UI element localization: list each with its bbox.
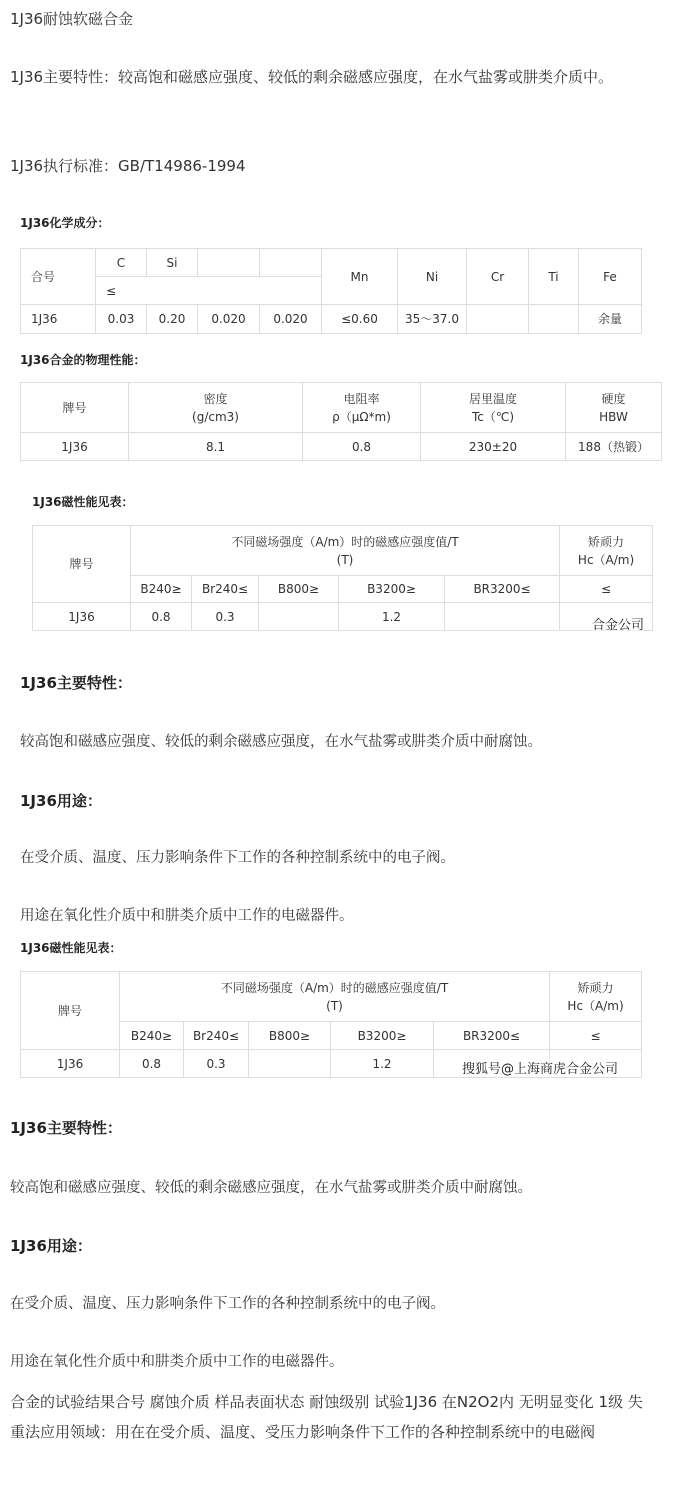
usage-text: 用途在氧化性介质中和肼类介质中工作的电磁器件。 (10, 1354, 344, 1370)
features-paragraph: 1J36主要特性：较高饱和磁感应强度、较低的剩余磁感应强度，在水气盐雾或肼类介质中。 (10, 68, 614, 86)
mag2-header-group: 不同磁场强度（A/m）时的磁感应强度值/T (T) (120, 972, 550, 1022)
phys-heading: 1J36合金的物理性能： (20, 353, 146, 367)
mag2-subheader: B240≥ (120, 1022, 184, 1050)
features-text: 较高饱和磁感应强度、较低的剩余磁感应强度，在水气盐雾或肼类介质中耐腐蚀。 (20, 734, 542, 750)
features-text: 较高饱和磁感应强度、较低的剩余磁感应强度，在水气盐雾或肼类介质中耐腐蚀。 (10, 1180, 532, 1196)
mag1-subheader: ≤ (560, 576, 653, 603)
mag1-heading: 1J36磁性能见表： (32, 495, 134, 509)
chem-cell: 0.03 (96, 305, 147, 334)
chem-table (20, 248, 642, 334)
watermark: 搜狐号@上海商虎合金公司 (462, 1058, 618, 1077)
mag2-subheader: B800≥ (249, 1022, 331, 1050)
phys-header-resistivity: 电阻率 ρ（μΩ*m) (303, 383, 421, 433)
usage-heading: 1J36用途： (10, 1237, 92, 1255)
phys-header-density: 密度 (g/cm3) (129, 383, 303, 433)
usage-text: 在受介质、温度、压力影响条件下工作的各种控制系统中的电子阀。 (20, 850, 455, 866)
watermark: 合金公司 (592, 614, 644, 633)
phys-header-grade: 牌号 (21, 383, 129, 433)
chem-cell: 0.20 (147, 305, 198, 334)
standard-paragraph: 1J36执行标准：GB/T14986-1994 (10, 157, 246, 175)
mag2-cell: 0.8 (120, 1050, 184, 1078)
mag2-header-coercivity: 矫顽力 Hc（A/m) (550, 972, 642, 1022)
phys-header-curie: 居里温度 Tc（℃) (421, 383, 566, 433)
phys-table (20, 382, 662, 461)
mag1-cell: 0.3 (192, 603, 259, 631)
features-heading: 1J36主要特性： (10, 1119, 122, 1137)
mag2-subheader: BR3200≤ (434, 1022, 550, 1050)
mag1-subheader: B3200≥ (339, 576, 445, 603)
usage-text: 在受介质、温度、压力影响条件下工作的各种控制系统中的电子阀。 (10, 1296, 445, 1312)
chem-header-ni: Ni (398, 249, 467, 305)
chem-cell: 0.020 (198, 305, 260, 334)
mag2-cell: 0.3 (184, 1050, 249, 1078)
chem-cell: 余量 (579, 305, 642, 334)
phys-cell: 8.1 (129, 433, 303, 461)
mag1-cell: 0.8 (131, 603, 192, 631)
mag1-header-group: 不同磁场强度（A/m）时的磁感应强度值/T (T) (131, 526, 560, 576)
mag1-cell: 1.2 (339, 603, 445, 631)
chem-header-blank1 (198, 249, 260, 277)
usage-heading: 1J36用途： (20, 792, 102, 810)
chem-cell (467, 305, 529, 334)
mag2-header-grade: 牌号 (21, 972, 120, 1050)
chem-header-si: Si (147, 249, 198, 277)
mag1-subheader: B800≥ (259, 576, 339, 603)
mag1-header-coercivity: 矫顽力 Hc（A/m) (560, 526, 653, 576)
doc-title: 1J36耐蚀软磁合金 (10, 10, 134, 28)
chem-header-fe: Fe (579, 249, 642, 305)
mag2-heading: 1J36磁性能见表： (20, 941, 122, 955)
chem-cell: 35～37.0 (398, 305, 467, 334)
chem-header-ti: Ti (529, 249, 579, 305)
mag2-subheader: ≤ (550, 1022, 642, 1050)
chem-cell: 1J36 (21, 305, 96, 334)
mag1-cell (445, 603, 560, 631)
mag1-cell (259, 603, 339, 631)
chem-cell: 0.020 (260, 305, 322, 334)
chem-header-grade: 合号 (21, 249, 96, 305)
phys-cell: 230±20 (421, 433, 566, 461)
mag2-subheader: B3200≥ (331, 1022, 434, 1050)
mag1-table (32, 525, 653, 631)
phys-header-hardness: 硬度 HBW (566, 383, 662, 433)
chem-header-c: C (96, 249, 147, 277)
chem-header-mn: Mn (322, 249, 398, 305)
phys-cell: 0.8 (303, 433, 421, 461)
test-results-paragraph: 合金的试验结果合号 腐蚀介质 样品表面状态 耐蚀级别 试验1J36 在N2O2内 无明显变化 1级 失重法应用领域：用在在受介质、温度、受压力影响条件下工作的各种控制系统中的电磁阀 (10, 1393, 643, 1441)
chem-cell: ≤0.60 (322, 305, 398, 334)
mag1-header-grade: 牌号 (33, 526, 131, 603)
mag1-subheader: B240≥ (131, 576, 192, 603)
mag2-cell (249, 1050, 331, 1078)
phys-cell: 1J36 (21, 433, 129, 461)
mag1-subheader: Br240≤ (192, 576, 259, 603)
usage-text: 用途在氧化性介质中和肼类介质中工作的电磁器件。 (20, 908, 354, 924)
mag2-cell: 1.2 (331, 1050, 434, 1078)
mag1-cell: 1J36 (33, 603, 131, 631)
chem-heading: 1J36化学成分： (20, 216, 110, 230)
chem-header-blank2 (260, 249, 322, 277)
chem-header-cr: Cr (467, 249, 529, 305)
chem-le-label: ≤ (96, 277, 322, 305)
mag1-subheader: BR3200≤ (445, 576, 560, 603)
features-heading: 1J36主要特性： (20, 674, 132, 692)
phys-cell: 188（热锻） (566, 433, 662, 461)
mag2-cell: 1J36 (21, 1050, 120, 1078)
mag2-subheader: Br240≤ (184, 1022, 249, 1050)
chem-cell (529, 305, 579, 334)
